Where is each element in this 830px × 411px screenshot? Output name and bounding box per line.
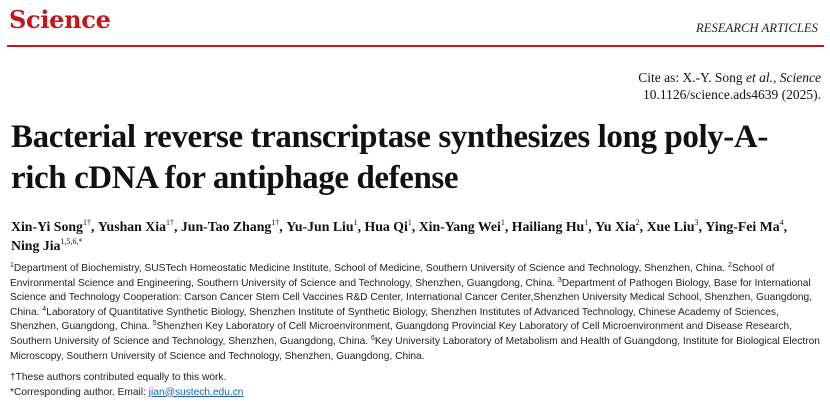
author	[705, 219, 787, 234]
author-separator: ,	[279, 219, 287, 234]
journal-logo: Science	[9, 5, 111, 34]
author-separator: ,	[698, 219, 706, 234]
header-rule	[7, 45, 824, 47]
author-affiliation-marker: 1,5,6,*	[60, 237, 83, 246]
author-affiliation-marker: 1†	[166, 218, 174, 227]
author-separator: ,	[357, 219, 365, 234]
author-affiliation-marker: 1	[407, 218, 412, 227]
author-affiliation-marker: 1	[353, 218, 358, 227]
author-affiliation-marker: 2	[635, 218, 640, 227]
footnotes	[10, 371, 820, 400]
author	[419, 219, 512, 234]
affiliation-number: 1	[10, 262, 14, 269]
author	[11, 238, 82, 253]
citation-journal: Science	[779, 70, 821, 85]
corresponding-prefix: *Corresponding author. Email:	[10, 386, 149, 398]
affiliation-text: Laboratory of Quantitative Synthetic Biology, Shenzhen Institute of Synthetic Biology, Shenzhen Institutes of Advanced Technology, Chinese Academy of Sciences, Shenzhen, Guangdong, China.	[10, 306, 779, 333]
corresponding-author-note	[10, 386, 820, 401]
affiliation-number: 3	[557, 276, 562, 284]
author	[647, 219, 706, 234]
equal-contribution-note: †These authors contributed equally to this work.	[10, 372, 227, 383]
affiliation-text: School of Environmental Science and Engineering, Southern University of Science and Technology, Shenzhen, Guangdong, China.	[10, 263, 775, 289]
author-name: Ning Jia	[11, 238, 61, 253]
author-affiliation-marker: 3	[694, 218, 699, 227]
citation-doi: 10.1126/science.ads4639 (2025).	[643, 87, 821, 102]
author-affiliation-marker: 1	[584, 218, 589, 227]
author-name: Jun-Tao Zhang	[180, 219, 272, 234]
author-name: Ying-Fei Ma	[705, 219, 780, 234]
citation-etal: et al.	[746, 70, 774, 85]
author	[512, 219, 595, 234]
affiliation-text: Key University Laboratory of Metabolism and Health of Guangdong, Institute for Biological Electron Microscopy, Southern University of Science and Technology, Shenzhen, Guangdong, China.	[10, 335, 820, 362]
affiliation-number: 5	[152, 320, 157, 328]
author-name: Hailiang Hu	[511, 219, 585, 234]
author-separator: ,	[504, 219, 512, 234]
author	[364, 219, 418, 234]
author-affiliation-marker: 1	[500, 218, 505, 227]
affiliation-text: Department of Biochemistry, SUSTech Homeostatic Medicine Institute, School of Medicine, Southern University of Science and Technology, Shenzhen, China.	[13, 263, 728, 274]
citation	[638, 69, 821, 103]
author-separator: ,	[411, 219, 419, 234]
author-name: Yu Xia	[595, 219, 636, 234]
author-separator: ,	[90, 219, 98, 234]
author-separator: ,	[639, 219, 647, 234]
author-name: Xin-Yi Song	[11, 219, 83, 234]
article-title: Bacterial reverse transcriptase synthesizes long poly-A-rich cDNA for antiphage defense	[11, 119, 768, 196]
affiliation-number: 6	[370, 334, 375, 342]
citation-sep: ,	[773, 70, 780, 85]
section-label: RESEARCH ARTICLES	[696, 21, 818, 35]
author-name: Hua Qi	[364, 219, 408, 234]
author-separator: ,	[588, 219, 596, 234]
author-separator: ,	[783, 219, 788, 234]
author-name: Xue Liu	[646, 219, 695, 234]
email-link[interactable]: jian@sustech.edu.cn	[148, 386, 244, 398]
affiliations	[10, 262, 820, 364]
author-name: Yu-Jun Liu	[286, 219, 354, 234]
author	[595, 219, 646, 234]
citation-line	[638, 69, 821, 86]
author-name: Xin-Yang Wei	[418, 219, 501, 234]
affiliation-number: 4	[42, 305, 47, 313]
author	[98, 219, 181, 234]
citation-prefix: Cite as: X.-Y. Song	[638, 70, 747, 85]
author	[286, 219, 364, 234]
author-separator: ,	[174, 219, 181, 234]
affiliation-text: Shenzhen Key Laboratory of Cell Microenvironment, Guangdong Provincial Key Laboratory of Cell Microenvironment and Disease Research, Southern University of Science and Technology, Shenzhen, Guangdong, China.	[10, 321, 793, 347]
author-affiliation-marker: 4	[779, 218, 784, 227]
author-affiliation-marker: 1†	[82, 218, 91, 227]
affiliation-text: Department of Pathogen Biology, Base for International Science and Technology Cooperation: Carson Cancer Stem Cell Vaccines R&D Center, International Cancer Center,Shenzhen University Medical School, Shenzhen, Guangdong, China.	[10, 277, 813, 318]
author-list	[11, 217, 821, 255]
author-name: Yushan Xia	[97, 219, 166, 234]
affiliation-number: 2	[727, 262, 732, 269]
author	[181, 219, 286, 234]
author-affiliation-marker: 1†	[271, 218, 280, 227]
author	[11, 219, 98, 234]
